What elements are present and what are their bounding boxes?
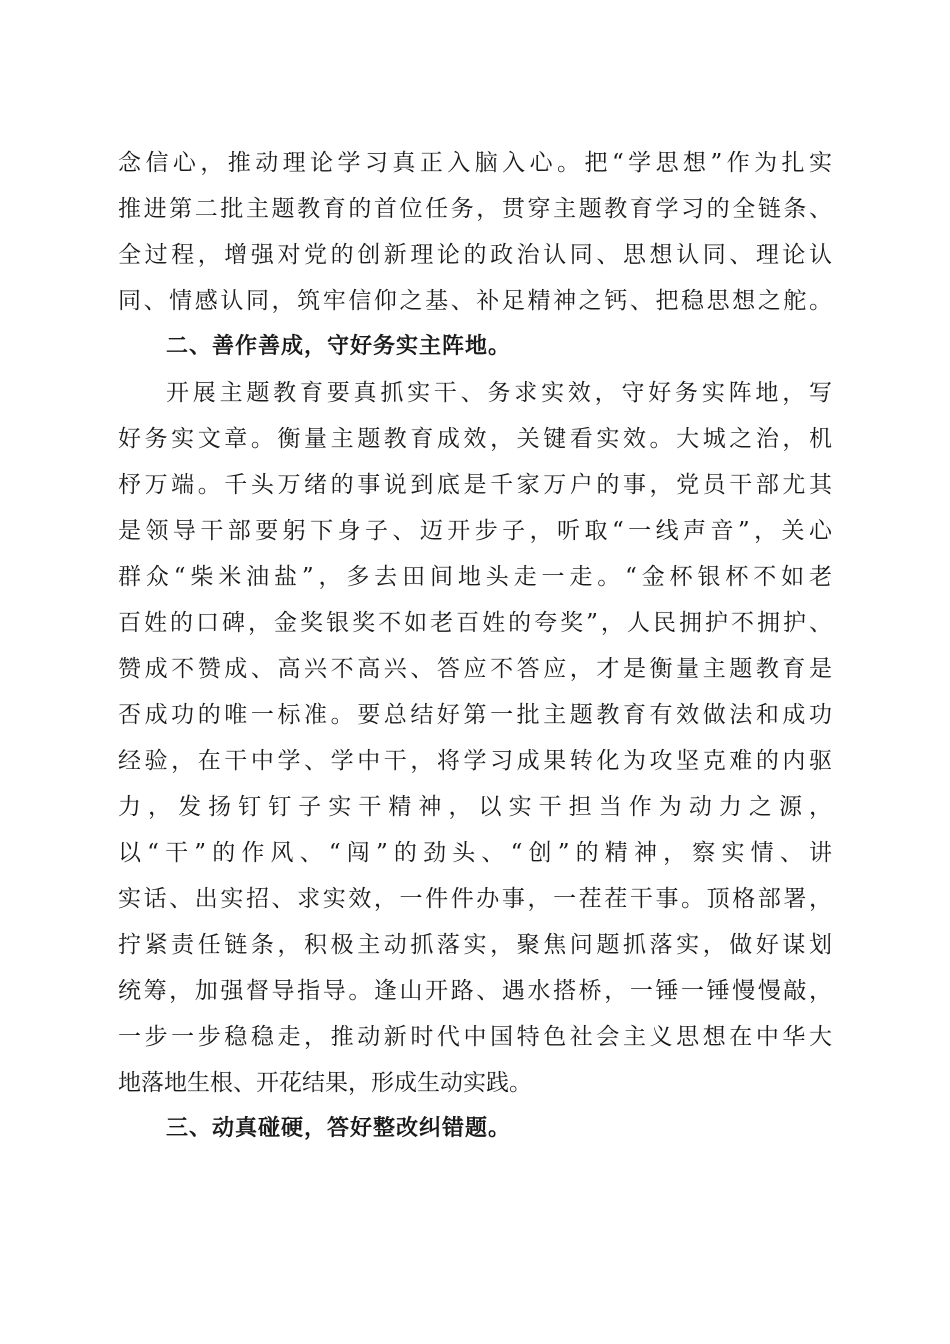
paragraph-2-line: 开展主题教育要真抓实干、务求实效，守好务实阵地，写 [166, 380, 832, 406]
paragraph-1 [118, 140, 832, 324]
paragraph-2-line: 赞成不赞成、高兴不高兴、答应不答应，才是衡量主题教育是 [118, 656, 832, 682]
paragraph-2-line: 拧紧责任链条，积极主动抓落实，聚焦问题抓落实，做好谋划 [118, 932, 832, 958]
paragraph-1-line: 全过程，增强对党的创新理论的政治认同、思想认同、理论认 [118, 242, 832, 268]
paragraph-2-line: 杼万端。千头万绪的事说到底是千家万户的事，党员干部尤其 [118, 472, 832, 498]
paragraph-1-line: 念信心，推动理论学习真正入脑入心。把“学思想”作为扎实 [118, 150, 832, 176]
paragraph-2-line: 统筹，加强督导指导。逢山开路、遇水搭桥，一锤一锤慢慢敲， [118, 978, 832, 1004]
paragraph-2-line: 否成功的唯一标准。要总结好第一批主题教育有效做法和成功 [118, 702, 832, 728]
paragraph-2-line: 群众“柴米油盐”，多去田间地头走一走。“金杯银杯不如老 [118, 564, 832, 590]
paragraph-2-line: 实话、出实招、求实效，一件件办事，一茬茬干事。顶格部署， [118, 886, 832, 912]
paragraph-2-line: 地落地生根、开花结果，形成生动实践。 [118, 1070, 532, 1096]
paragraph-2-line: 力，发扬钉钉子实干精神，以实干担当作为动力之源， [118, 794, 832, 820]
paragraph-2-line: 经验，在干中学、学中干，将学习成果转化为攻坚克难的内驱 [118, 748, 832, 774]
paragraph-2-line: 是领导干部要躬下身子、迈开步子，听取“一线声音”，关心 [118, 518, 832, 544]
section-heading-3: 三、动真碰硬，答好整改纠错题。 [166, 1116, 512, 1141]
paragraph-2 [118, 370, 832, 1106]
paragraph-1-line: 推进第二批主题教育的首位任务，贯穿主题教育学习的全链条、 [118, 196, 832, 222]
section-heading-2: 二、善作善成，守好务实主阵地。 [166, 334, 512, 359]
paragraph-2-line: 百姓的口碑，金奖银奖不如老百姓的夸奖”，人民拥护不拥护、 [118, 610, 832, 636]
paragraph-2-line: 一步一步稳稳走，推动新时代中国特色社会主义思想在中华大 [118, 1024, 832, 1050]
document-page [118, 140, 832, 1152]
paragraph-2-line: 好务实文章。衡量主题教育成效，关键看实效。大城之治，机 [118, 426, 832, 452]
paragraph-2-line: 以“干”的作风、“闯”的劲头、“创”的精神，察实情、讲 [118, 840, 832, 866]
paragraph-1-line: 同、情感认同，筑牢信仰之基、补足精神之钙、把稳思想之舵。 [118, 288, 832, 314]
